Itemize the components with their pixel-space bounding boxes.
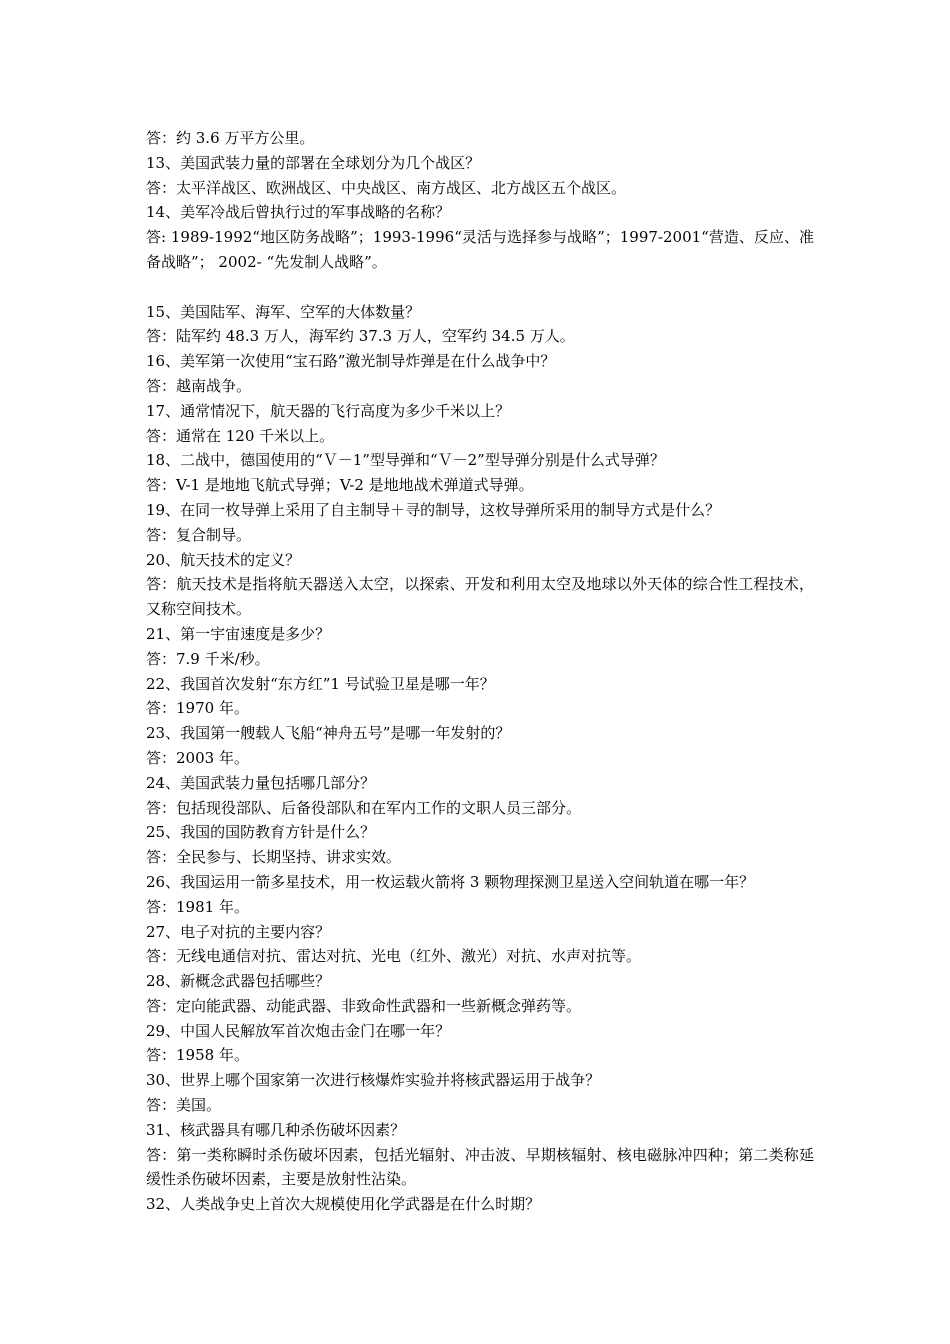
blank-line [146, 275, 814, 300]
question-text: 16、美军第一次使用“宝石路”激光制导炸弹是在什么战争中？ [146, 352, 556, 371]
answer-text: 答: 1989-1992“地区防务战略”；1993-1996“灵活与选择参与战略”；1997-2001“营造、反应、准备战略”； 2002- “先发制人战略”。 [146, 228, 814, 271]
question-text: 22、我国首次发射“东方红”1 号试验卫星是哪一年？ [146, 674, 495, 693]
answer-text: 答：美国。 [146, 1096, 222, 1115]
answer-text: 答：2003 年。 [146, 748, 249, 767]
question-text: 17、通常情况下，航天器的飞行高度为多少千米以上？ [146, 401, 511, 420]
answer-text: 答：第一类称瞬时杀伤破坏因素，包括光辐射、冲击波、早期核辐射、核电磁脉冲四种；第二类称延缓性杀伤破坏因素，主要是放射性沾染。 [146, 1145, 814, 1189]
question-text: 32、人类战争史上首次大规模使用化学武器是在什么时期？ [146, 1195, 541, 1214]
question-text: 28、新概念武器包括哪些？ [146, 972, 331, 991]
question-text: 25、我国的国防教育方针是什么？ [146, 823, 376, 842]
answer-text: 答：V-1 是地地飞航式导弹；V-2 是地地战术弹道式导弹。 [146, 476, 534, 495]
answer-text: 答：全民参与、长期坚持、讲求实效。 [146, 848, 402, 867]
question-text: 27、电子对抗的主要内容？ [146, 922, 331, 941]
question-text: 21、第一宇宙速度是多少？ [146, 624, 331, 643]
question-text: 19、在同一枚导弹上采用了自主制导＋寻的制导，这枚导弹所采用的制导方式是什么？ [146, 500, 721, 519]
question-text: 30、世界上哪个国家第一次进行核爆炸实验并将核武器运用于战争？ [146, 1071, 601, 1090]
answer-text: 答：1958 年。 [146, 1046, 249, 1065]
answer-text: 答：航天技术是指将航天器送入太空，以探索、开发和利用太空及地球以外天体的综合性工程技术，又称空间技术。 [146, 575, 814, 619]
answer-text: 答：越南战争。 [146, 376, 252, 395]
answer-text: 答：无线电通信对抗、雷达对抗、光电（红外、激光）对抗、水声对抗等。 [146, 947, 642, 966]
answer-text: 答：陆军约 48.3 万人，海军约 37.3 万人，空军约 34.5 万人。 [146, 327, 575, 346]
answer-text: 答：定向能武器、动能武器、非致命性武器和一些新概念弹药等。 [146, 996, 582, 1015]
question-text: 24、美国武装力量包括哪几部分？ [146, 773, 376, 792]
document-body [146, 126, 814, 1217]
answer-text: 答：1970 年。 [146, 699, 249, 718]
answer-text: 答：复合制导。 [146, 525, 252, 544]
answer-text: 答：7.9 千米/秒。 [146, 649, 270, 668]
answer-text: 答：通常在 120 千米以上。 [146, 426, 335, 445]
answer-text: 答：1981 年。 [146, 897, 249, 916]
question-text: 31、核武器具有哪几种杀伤破坏因素？ [146, 1120, 406, 1139]
question-text: 15、美国陆军、海军、空军的大体数量？ [146, 302, 421, 321]
question-text: 29、中国人民解放军首次炮击金门在哪一年？ [146, 1021, 451, 1040]
question-text: 13、美国武装力量的部署在全球划分为几个战区？ [146, 153, 481, 172]
answer-text: 答：约 3.6 万平方公里。 [146, 129, 315, 147]
question-text: 18、二战中，德国使用的“Ｖ－1”型导弹和“Ｖ－2”型导弹分别是什么式导弹？ [146, 451, 665, 470]
question-text: 20、航天技术的定义？ [146, 550, 301, 569]
answer-text: 答：包括现役部队、后备役部队和在军内工作的文职人员三部分。 [146, 798, 582, 817]
question-text: 23、我国第一艘载人飞船“神舟五号”是哪一年发射的？ [146, 724, 511, 743]
question-text: 26、我国运用一箭多星技术，用一枚运载火箭将 3 颗物理探测卫星送入空间轨道在哪一年？ [146, 872, 755, 891]
question-text: 14、美军冷战后曾执行过的军事战略的名称？ [146, 203, 451, 222]
answer-text: 答：太平洋战区、欧洲战区、中央战区、南方战区、北方战区五个战区。 [146, 178, 627, 197]
